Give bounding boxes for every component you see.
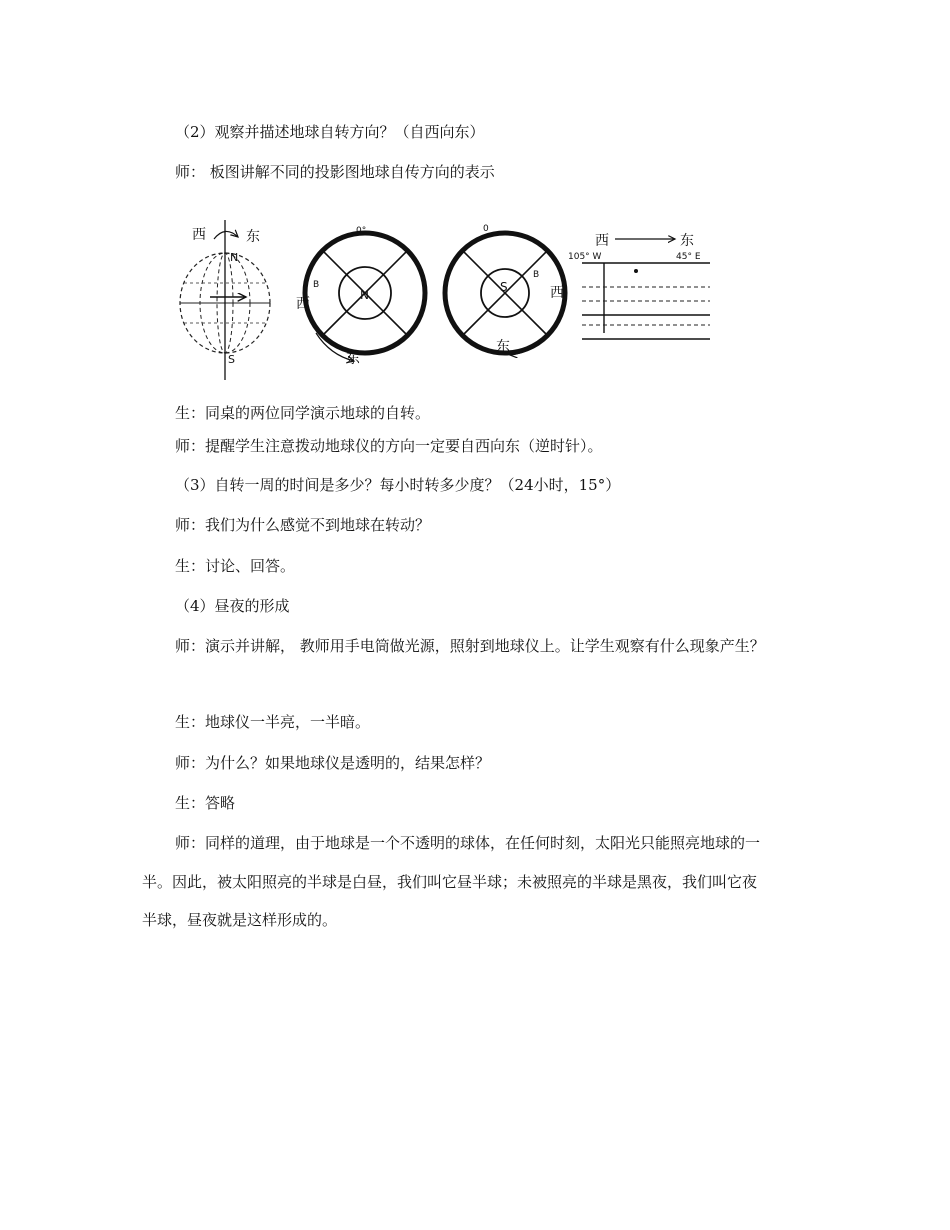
rotation-direction-figure <box>170 215 730 385</box>
teacher-line-4: 师：演示并讲解， 教师用手电筒做光源，照射到地球仪上。让学生观察有什么现象产生？ <box>175 637 765 655</box>
south-polar-west-label: 西 <box>550 285 564 301</box>
teacher-line-2: 师：提醒学生注意拨动地球仪的方向一定要自西向东（逆时针）。 <box>175 437 603 455</box>
strip-east-label: 东 <box>680 233 694 249</box>
south-polar-east-label: 东 <box>496 339 510 355</box>
teacher-line-5: 师：为什么？如果地球仪是透明的，结果怎样？ <box>175 754 491 772</box>
teacher-line-6-cont-1: 半。因此，被太阳照亮的半球是白昼，我们叫它昼半球；未被照亮的半球是黑夜，我们叫它夜 <box>142 873 758 891</box>
south-polar-top-label: 0 <box>483 224 489 234</box>
north-pole-label: N <box>360 288 369 302</box>
north-polar-top-label: 0° <box>356 226 367 236</box>
north-polar-view <box>296 226 425 367</box>
strip-view <box>568 233 710 339</box>
student-line-4: 生：答略 <box>175 794 236 812</box>
student-line-3: 生：地球仪一半亮，一半暗。 <box>175 713 371 731</box>
north-polar-b-label: B <box>313 280 320 290</box>
strip-right-longitude: 45° E <box>676 252 701 262</box>
question-3: （3）自转一周的时间是多少？每小时转多少度？（24小时，15°） <box>175 476 621 494</box>
south-pole-label: S <box>500 280 508 294</box>
globe-west-label: 西 <box>192 227 206 243</box>
strip-left-longitude: 105° W <box>568 252 602 262</box>
north-polar-west-label: 西 <box>296 296 310 312</box>
teacher-line-1: 师： 板图讲解不同的投影图地球自传方向的表示 <box>175 163 495 181</box>
question-2: （2）观察并描述地球自转方向？（自西向东） <box>175 123 485 141</box>
globe-north-label: N <box>230 251 239 264</box>
globe-east-label: 东 <box>246 229 260 245</box>
south-polar-b-label: B <box>533 270 540 280</box>
globe-south-label: S <box>228 353 235 366</box>
teacher-line-6: 师：同样的道理，由于地球是一个不透明的球体，在任何时刻，太阳光只能照亮地球的一 <box>175 834 761 852</box>
student-line-2: 生：讨论、回答。 <box>175 557 296 575</box>
teacher-line-3: 师：我们为什么感觉不到地球在转动？ <box>175 516 431 534</box>
teacher-line-6-cont-2: 半球，昼夜就是这样形成的。 <box>142 911 338 929</box>
student-line-1: 生：同桌的两位同学演示地球的自转。 <box>175 404 431 422</box>
strip-west-label: 西 <box>595 233 609 249</box>
south-polar-view <box>445 224 565 355</box>
north-polar-east-label: 东 <box>346 351 360 367</box>
question-4: （4）昼夜的形成 <box>175 597 290 615</box>
side-view-globe <box>180 220 270 380</box>
